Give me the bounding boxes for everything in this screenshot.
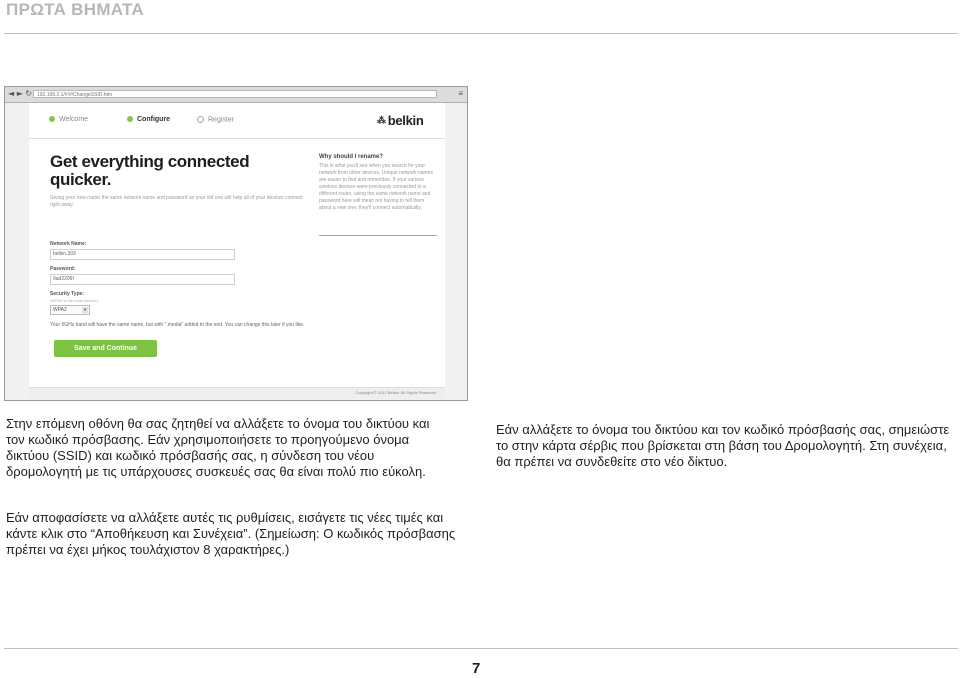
step-active-icon [127,116,133,122]
step-welcome[interactable]: Welcome [49,116,88,123]
save-and-continue-button[interactable]: Save and Continue [54,340,157,357]
browser-nav-icons[interactable]: ◄ ► ↻ [8,89,33,98]
step-configure[interactable]: Configure [127,116,170,123]
network-name-input[interactable]: belkin.393 [50,249,235,260]
page-heading: Get everything connected quicker. [50,152,250,189]
footer-divider [4,648,958,649]
page-number: 7 [472,660,481,677]
setup-steps [29,103,445,139]
step-pending-icon [197,116,204,123]
copyright-text: Copyright © 2012 Belkin. All Rights Reserved. [355,390,437,395]
setup-page [29,103,445,398]
paragraph-save-instructions: Εάν αποφασίσετε να αλλάξετε αυτές τις ρυθμίσεις, εισάγετε τις νέες τιμές και κάντε κλικ στο “Αποθήκευση και Συνέχεια”. (Σημείωση: Ο κωδικός πρόσβασης πρέπει να έχει μήκος τουλάχιστον 8 χαρακτήρες.) [6,510,456,557]
network-name-label: Network Name: [50,241,87,247]
why-rename-title: Why should I rename? [319,154,384,160]
step-register[interactable]: Register [197,116,234,123]
intro-text: Giving your new router the same network name and password as your old one will help all of your devices connect right away. [50,195,303,208]
band-note: Your 5GHz band will have the same name, but with ".media" added to the end. You can change this later if you like. [50,322,305,328]
security-type-label: Security Type: [50,291,85,297]
paragraph-service-card: Εάν αλλάξετε το όνομα του δικτύου και τον κωδικό πρόσβασής σας, σημειώστε το στην κάρτα σέρβις που βρίσκεται στη βάση του Δρομολογητή. Στη συνέχεια, θα πρέπει να συνδεθείτε στο νέο δίκτυο. [496,422,950,469]
password-input[interactable]: 9ad2206f [50,274,235,285]
browser-toolbar [5,87,467,103]
password-label: Password: [50,266,76,272]
security-type-hint: (WPA2 is the most secure.) [50,298,99,303]
chevron-down-icon: ▼ [83,307,87,312]
browser-menu-icon[interactable]: ≡ [458,89,463,98]
router-setup-screenshot [4,86,468,401]
belkin-logo-icon: ⁂ [377,115,386,125]
page-footer [29,387,445,399]
why-rename-divider [319,235,437,236]
belkin-logo: ⁂ belkin [377,113,424,128]
address-bar[interactable]: 192.168.2.1/#!#/ChangeSSID.htm [33,90,437,98]
paragraph-rename-intro: Στην επόμενη οθόνη θα σας ζητηθεί να αλλάξετε το όνομα του δικτύου και τον κωδικό πρόσβασης. Εάν χρησιμοποιήσετε το προηγούμενο όνομα δικτύου (SSID) και κωδικό πρόσβασής σας, η σύνδεση του νέου δρομολογητή με τις υπάρχουσες συσκευές σας θα είναι πολύ πιο εύκολη. [6,416,430,479]
step-done-icon [49,116,55,122]
why-rename-text: This is what you'll see when you search for your network from other devices. Unique network names are easier to find and remember. If your various wireless devices were previously connected to a different router, using the same network name and password here will mean not having to tell them about a new one; they'll connect automatically. [319,163,433,211]
header-divider [4,33,958,34]
section-title: ΠΡΩΤΑ ΒΗΜΑΤΑ [6,0,144,19]
security-type-select[interactable]: WPA2 ▼ [50,305,90,315]
